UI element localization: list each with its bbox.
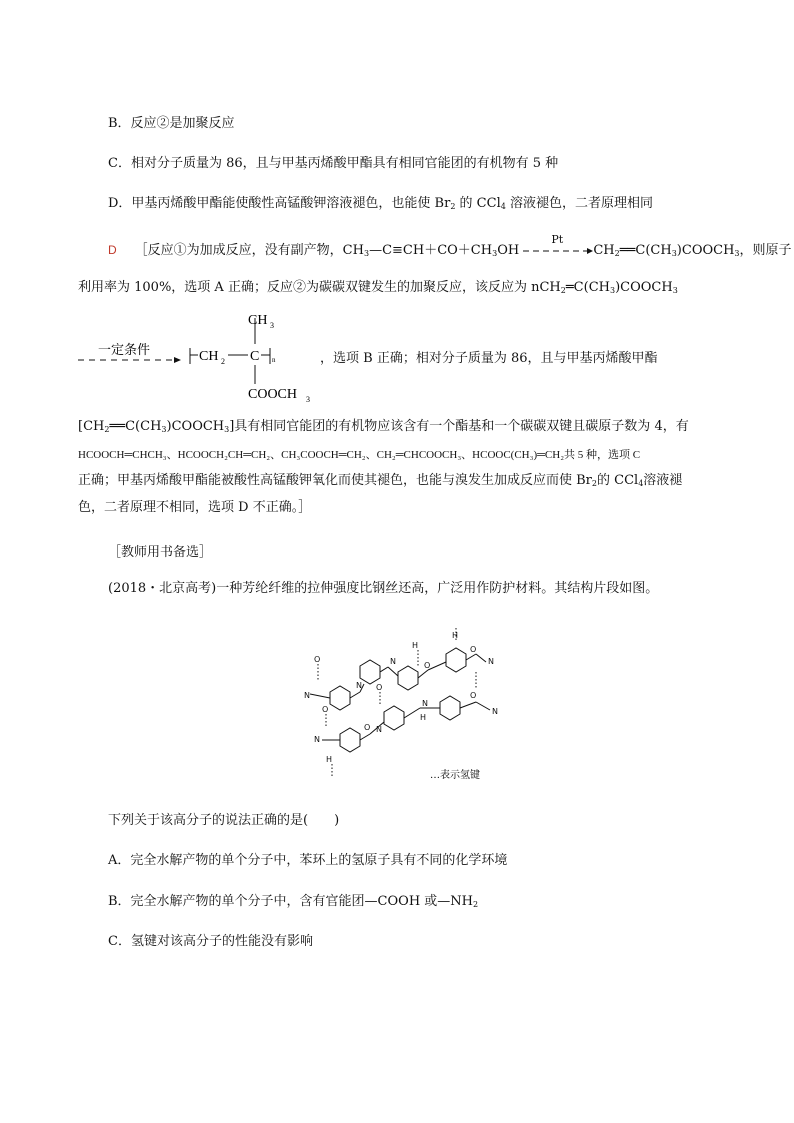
subscript: 3 [734, 249, 740, 258]
subscript: 3 [270, 321, 274, 330]
option-a-bottom [108, 852, 507, 870]
answer-line-5 [78, 446, 640, 464]
subscript: 2 [221, 357, 225, 366]
option-text: A．完全水解产物的单个分子中，苯环上的氢原子具有不同的化学环境 [108, 853, 508, 868]
answer-text: ［反应①为加成反应，没有副产物，CH [134, 243, 364, 258]
subscript: 2 [591, 479, 597, 488]
svg-text:H: H [420, 713, 427, 722]
subscript: 3 [224, 425, 230, 434]
svg-text:O: O [376, 683, 383, 692]
svg-text:N: N [304, 691, 310, 700]
subscript: 2 [450, 202, 456, 211]
answer-text: 溶液褪 [643, 473, 683, 488]
subscript: 3 [363, 249, 370, 258]
answer-text: CH [593, 243, 615, 258]
ch2-label: CH [199, 349, 219, 364]
svg-text:O: O [314, 655, 321, 664]
answer-line-7 [78, 499, 311, 517]
option-text: D．甲基丙烯酸甲酯能使酸性高锰酸钾溶液褪色，也能使 Br [108, 196, 451, 211]
double-bond: ═ [565, 280, 574, 295]
subscript: 3 [306, 395, 310, 404]
answer-text: )COOCH [166, 419, 225, 434]
svg-text:H: H [452, 631, 459, 640]
teacher-label: ［教师用书备选］ [108, 545, 213, 560]
svg-text:H: H [412, 641, 419, 650]
condition-label: 一定条件 [98, 342, 151, 357]
svg-text:N: N [356, 681, 362, 690]
subscript: 3 [492, 249, 498, 258]
intro-text: (2018・北京高考)一种芳纶纤维的拉伸强度比钢丝还高，广泛用作防护材料。其结构片段如图。 [108, 581, 659, 596]
answer-text: ]具有相同官能团的有机物应该含有一个酯基和一个碳碳双键且碳原子数为 4，有 [229, 419, 689, 434]
subscript: 3 [671, 249, 677, 258]
answer-text: )COOCH [676, 243, 735, 258]
svg-text:O: O [322, 705, 329, 714]
question-intro [108, 580, 658, 598]
benzene-ring [384, 706, 404, 730]
option-text: B．反应②是加聚反应 [108, 116, 235, 131]
subscript: 3 [609, 286, 616, 295]
answer-line-2 [78, 279, 678, 300]
benzene-ring [398, 666, 418, 690]
answer-text: C(CH [125, 419, 162, 434]
subscript: 2 [104, 425, 110, 434]
subscript: 2 [614, 249, 620, 258]
svg-text:O: O [364, 723, 371, 732]
answer-line-4 [78, 418, 689, 439]
benzene-ring [340, 728, 360, 752]
double-bond: ══ [619, 243, 636, 258]
question-text: 下列关于该高分子的说法正确的是( ) [108, 813, 340, 828]
answer-text: )COOCH [615, 280, 673, 295]
answer-text: 利用率为 100%，选项 A 正确；反应②为碳碳双键发生的加聚反应，该反应为 nCH [78, 280, 561, 295]
ch3-label: CH [248, 313, 268, 328]
svg-text:N: N [488, 657, 494, 666]
benzene-ring [330, 686, 350, 710]
option-text: C．相对分子质量为 86，且与甲基丙烯酸甲酯具有相同官能团的有机物有 5 种 [108, 156, 559, 171]
benzene-ring [440, 696, 460, 720]
polymer-structure [78, 310, 328, 405]
answer-text: ，则原子 [739, 243, 792, 258]
answer-letter: D [108, 243, 117, 257]
svg-text:O: O [470, 645, 477, 654]
subscript: 4 [500, 202, 506, 211]
answer-line-3 [320, 350, 658, 368]
question-stem [108, 812, 339, 830]
aramid-structure-diagram [300, 622, 530, 784]
answer-text: C(CH [635, 243, 672, 258]
pt-arrow [523, 232, 593, 259]
answer-text: 色，二者原理不相同，选项 D 不正确。］ [78, 500, 312, 515]
answer-text: C(CH [573, 280, 610, 295]
hydrogen-bond-legend: …表示氢键 [430, 770, 480, 781]
arrow-head [174, 357, 181, 363]
subscript: 2 [560, 286, 566, 295]
benzene-ring [360, 660, 380, 684]
arrow-label: Pt [551, 232, 564, 246]
option-text: B．完全水解产物的单个分子中，含有官能团—COOH 或—NH [108, 894, 473, 909]
arrow-line [523, 247, 593, 255]
subscript: 2 [473, 900, 479, 909]
n-subscript: n [272, 356, 276, 364]
teacher-note [108, 544, 212, 562]
benzene-ring [446, 648, 466, 672]
svg-text:N: N [422, 699, 428, 708]
double-bond: ══ [109, 419, 126, 434]
option-b-bottom [108, 893, 478, 914]
svg-text:N: N [376, 725, 382, 734]
svg-text:N: N [390, 657, 396, 666]
subscript: 4 [638, 479, 644, 488]
option-text: 的 CCl [455, 196, 501, 211]
answer-text: OH [497, 243, 520, 258]
answer-text: HCOOCH═CHCH₃、HCOOCH₂CH═CH₂、CH₃COOCH═CH₂、CH₂═CHCOOCH₃、HCOOC(CH₃)═CH₂共 5 种，选项 C [78, 449, 641, 461]
option-b-top [108, 115, 235, 133]
svg-text:O: O [424, 661, 431, 670]
answer-text: 正确；甲基丙烯酸甲酯能被酸性高锰酸钾氧化而使其褪色，也能与溴发生加成反应而使 Br [78, 473, 592, 488]
answer-text: [CH [78, 419, 105, 434]
cooch3-label: COOCH [248, 387, 298, 402]
svg-text:O: O [470, 691, 477, 700]
option-d-top [108, 195, 653, 216]
answer-text: ，选项 B 正确；相对分子质量为 86，且与甲基丙烯酸甲酯 [320, 351, 658, 366]
svg-text:N: N [314, 735, 320, 744]
answer-line-6 [78, 472, 682, 493]
c-label: C [250, 349, 260, 364]
triple-bond: ≡ [392, 243, 403, 258]
answer-text: 的 CCl [597, 473, 639, 488]
option-text: C．氢键对该高分子的性能没有影响 [108, 934, 313, 949]
answer-text: —C [369, 243, 393, 258]
subscript: 3 [161, 425, 167, 434]
option-text: 溶液褪色，二者原理相同 [505, 196, 653, 211]
subscript: 3 [672, 286, 678, 295]
answer-line-1 [108, 232, 792, 263]
option-c-bottom [108, 933, 313, 951]
svg-text:H: H [326, 755, 333, 764]
svg-text:N: N [492, 707, 498, 716]
option-c-top [108, 155, 558, 173]
answer-text: CH＋CO＋CH [402, 243, 493, 258]
